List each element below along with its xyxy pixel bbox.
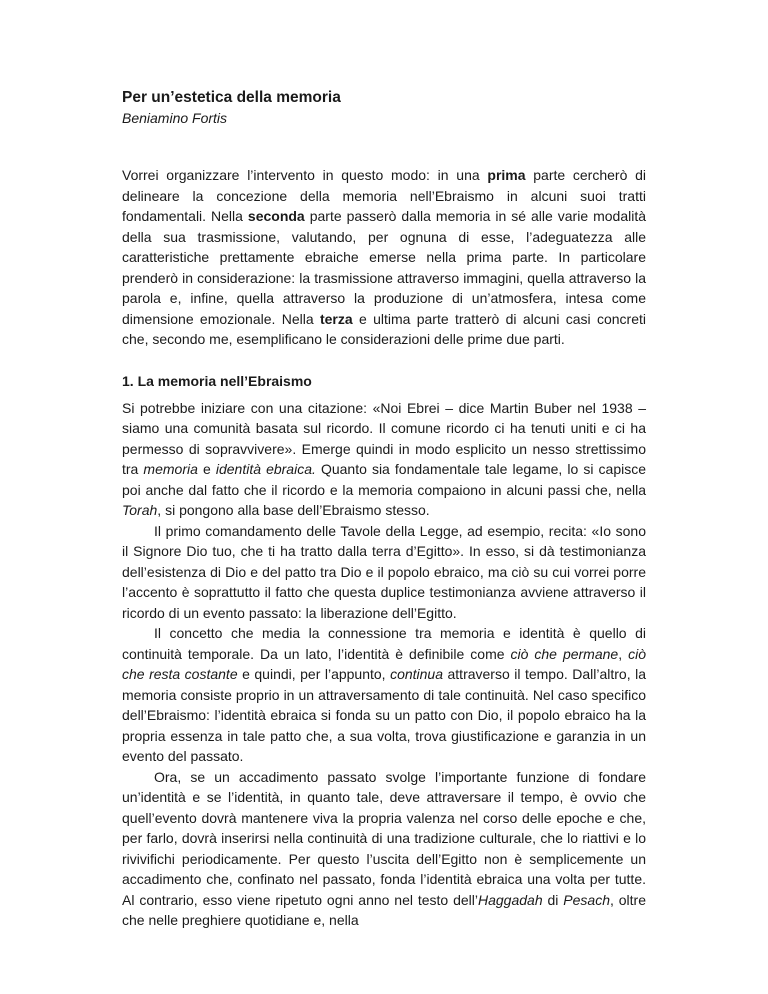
text-run: , — [618, 645, 629, 662]
italic-term: memoria — [143, 461, 198, 477]
author-name: Beniamino Fortis — [122, 110, 228, 126]
document-title: Per un’estetica della memoria — [122, 89, 341, 106]
italic-term: ciò che permane — [510, 645, 619, 662]
document-page — [122, 88, 646, 931]
text-run: Si potrebbe iniziare con una citazione: «Noi Ebrei – dice Martin Buber nel 1938 – siamo una comunità basata sul ricordo. Il comune ricordo ci ha tenuti uniti e ci ha permesso di sopravvivere». Emerge quindi in modo esplicito un nesso strettissimo tra — [122, 399, 646, 477]
body-paragraph — [122, 623, 646, 767]
italic-term: continua — [390, 666, 444, 682]
text-run: Quanto sia fondamentale tale legame, lo si capisce poi anche dal fatto che il ricordo e la memoria compaiono in alcuni passi che, nella — [122, 461, 646, 498]
intro-paragraph — [122, 165, 646, 350]
bold-word: terza — [319, 310, 353, 327]
text-run: e quindi, per l’appunto, — [237, 666, 391, 682]
body-paragraph — [122, 398, 646, 521]
text-run: Il concetto che media la connessione tra memoria e identità è quello di continuità temporale. Da un lato, l’identità è definibile come — [122, 625, 646, 662]
italic-term: Torah — [122, 502, 158, 518]
text-run: parte passerò dalla memoria in sé alle varie modalità della sua trasmissione, valutando, per ognuna di esse, l’adeguatezza alle caratteristiche prettamente ebraiche emerse nella prima parte. In particolare prenderò in considerazione: la trasmissione attraverso immagini, quella attraverso la parola e, infine, quella attraverso la produzione di un’atmosfera, intesa come dimensione emozionale. Nella — [122, 208, 646, 327]
bold-word: seconda — [247, 208, 305, 224]
text-run: Ora, se un accadimento passato svolge l’importante funzione di fondare un’identità e se l’identità, in quanto tale, deve attraversare il tempo, è ovvio che quell’evento dovrà mantenere viva la propria valenza nel corso delle epoche e che, per farlo, dovrà inserirsi nella continuità di una tradizione culturale, che lo riattivi e lo rivivifichi periodicamente. Per questo l’uscita dell’Egitto non è semplicemente un accadimento che, confinato nel passato, fonda l’identità ebraica una volta per tutte. Al contrario, esso viene ripetuto ogni anno nel testo dell’ — [122, 768, 646, 908]
italic-term: ciò che resta costante — [122, 645, 646, 682]
text-run: attraverso il tempo. Dall’altro, la memoria consiste proprio in un attraversamento di tale continuità. Nel caso specifico dell’Ebraismo: l’identità ebraica si fonda su un patto con Dio, il popolo ebraico ha la propria essenza in tale patto che, a sua volta, trova giustificazione e garanzia in un evento del passato. — [122, 666, 646, 764]
italic-term: identità ebraica. — [215, 461, 316, 477]
text-run: , oltre che nelle preghiere quotidiane e, nella — [122, 891, 646, 928]
text-run: di — [542, 891, 564, 908]
text-run: e ultima parte tratterò di alcuni casi concreti che, secondo me, esemplificano le considerazioni delle prime due parti. — [122, 310, 646, 347]
bold-word: prima — [487, 167, 526, 183]
italic-term: Pesach — [563, 891, 610, 908]
text-run: , si pongono alla base dell’Ebraismo stesso. — [157, 502, 430, 518]
body-paragraph: Il primo comandamento delle Tavole della Legge, ad esempio, recita: «Io sono il Signore Dio tuo, che ti ha tratto dalla terra d’Egitto». In esso, si dà testimonianza dell’esistenza di Dio e del patto tra Dio e il popolo ebraico, ma ciò su cui vorrei porre l’accento è soprattutto il fatto che questa duplice testimonianza avviene attraverso il ricordo di un evento passato: la liberazione dell’Egitto. — [122, 522, 646, 621]
italic-term: Haggadah — [478, 891, 543, 908]
body-paragraph — [122, 767, 646, 931]
text-run: e — [197, 461, 216, 477]
text-run: Vorrei organizzare l’intervento in questo modo: in una — [122, 167, 488, 183]
section-heading: 1. La memoria nell’Ebraismo — [122, 372, 312, 389]
text-run: parte cercherò di delineare la concezione della memoria nell’Ebraismo in alcuni suoi tratti fondamentali. Nella — [122, 167, 646, 224]
